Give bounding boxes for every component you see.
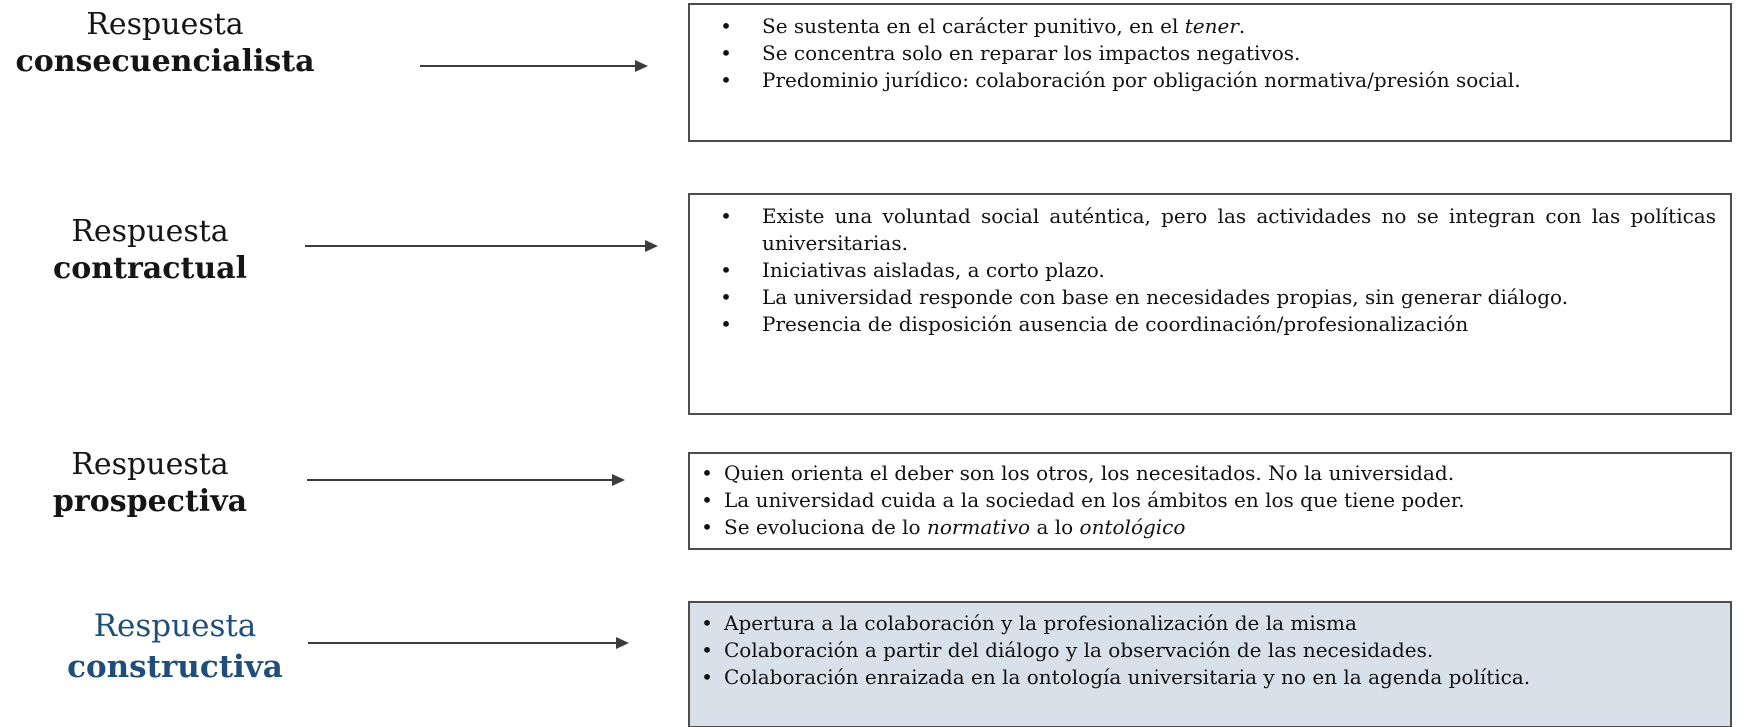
bullet-text: Se evoluciona de lo normativo a lo ontológico (724, 515, 1186, 539)
bullet-dot-icon: • (701, 515, 713, 539)
arrow-right-connector (307, 479, 612, 481)
arrow-right-connector (305, 245, 645, 247)
row-label-line2: constructiva (67, 649, 283, 685)
bullet-dot-icon: • (701, 461, 713, 485)
bullet-item (690, 40, 1716, 67)
row-label-line1: Respuesta (71, 214, 229, 249)
bullet-dot-icon: • (701, 638, 713, 662)
bullet-dot-icon: • (701, 488, 713, 512)
arrow-right-connector (420, 65, 635, 67)
bullet-item (690, 460, 1716, 487)
bullet-text: Colaboración enraizada en la ontología universitaria y no en la agenda política. (724, 665, 1531, 689)
bullet-item (690, 487, 1716, 514)
box-consecuencialista (688, 3, 1732, 142)
bullet-dot-icon: • (720, 312, 732, 336)
bullet-text: La universidad cuida a la sociedad en los ámbitos en los que tiene poder. (724, 488, 1465, 512)
bullet-text: Colaboración a partir del diálogo y la observación de las necesidades. (724, 638, 1434, 662)
bullet-item (690, 610, 1716, 637)
bullet-text: Iniciativas aisladas, a corto plazo. (762, 258, 1105, 282)
box-constructiva (688, 601, 1732, 727)
arrow-right-connector (308, 642, 616, 644)
row-label-line2: consecuencialista (15, 44, 315, 79)
box-prospectiva (688, 452, 1732, 550)
row-label-prospectiva (0, 446, 300, 520)
bullet-dot-icon: • (720, 285, 732, 309)
bullet-item (690, 514, 1716, 541)
row-label-line1: Respuesta (71, 447, 229, 482)
row-label-line2: prospectiva (52, 484, 248, 519)
bullet-item (690, 284, 1716, 311)
bullet-dot-icon: • (720, 68, 732, 92)
row-label-constructiva (10, 606, 340, 688)
bullet-text: Presencia de disposición ausencia de coordinación/profesionalización (762, 312, 1469, 336)
row-label-line1: Respuesta (86, 7, 244, 42)
row-label-contractual (0, 213, 300, 287)
bullet-dot-icon: • (701, 665, 713, 689)
bullet-dot-icon: • (720, 258, 732, 282)
bullet-text: Apertura a la colaboración y la profesionalización de la misma (724, 611, 1357, 635)
bullet-text: La universidad responde con base en necesidades propias, sin generar diálogo. (762, 285, 1569, 309)
bullet-dot-icon: • (720, 41, 732, 65)
bullet-item (690, 67, 1716, 94)
bullet-text: Existe una voluntad social auténtica, pero las actividades no se integran con las políticas universitarias. (762, 204, 1716, 255)
bullet-item (690, 203, 1716, 257)
row-label-consecuencialista (4, 6, 326, 80)
row-label-line1: Respuesta (93, 608, 257, 644)
bullet-dot-icon: • (701, 611, 713, 635)
bullet-dot-icon: • (720, 204, 732, 228)
bullet-item (690, 664, 1716, 691)
bullet-item (690, 13, 1716, 40)
bullet-text: Se concentra solo en reparar los impactos negativos. (762, 41, 1301, 65)
bullet-text: Quien orienta el deber son los otros, los necesitados. No la universidad. (724, 461, 1455, 485)
bullet-text: Predominio jurídico: colaboración por obligación normativa/presión social. (762, 68, 1521, 92)
bullet-item (690, 637, 1716, 664)
bullet-text: Se sustenta en el carácter punitivo, en el tener. (762, 14, 1246, 38)
box-contractual (688, 193, 1732, 415)
bullet-item (690, 257, 1716, 284)
bullet-item (690, 311, 1716, 338)
row-label-line2: contractual (53, 251, 247, 286)
bullet-dot-icon: • (720, 14, 732, 38)
